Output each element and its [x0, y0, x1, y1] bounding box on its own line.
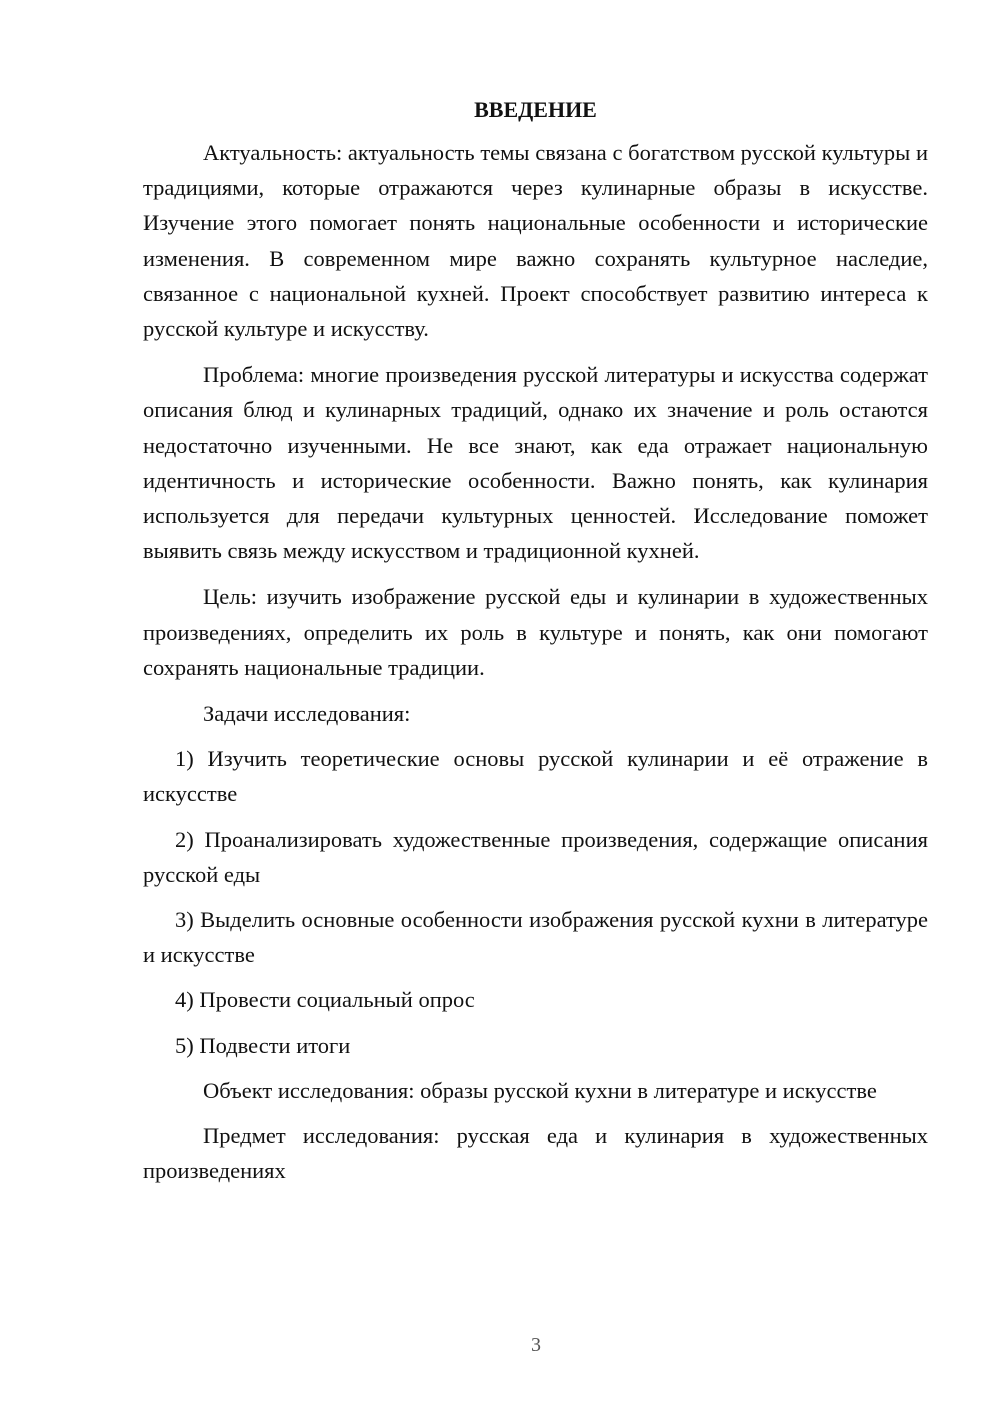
task-item-3: 3) Выделить основные особенности изображения русской кухни в литературе и искусстве [143, 907, 928, 968]
goal-paragraph: Цель: изучить изображение русской еды и кулинарии в художественных произведениях, определить их роль в культуре и понять, как они помогают сохранять национальные традиции. [143, 584, 928, 680]
problem-paragraph: Проблема: многие произведения русской литературы и искусства содержат описания блюд и кулинарных традиций, однако их значение и роль остаются недостаточно изученными. Не все знают, как еда отражает национальную идентичность и исторические особенности. Важно понять, как кулинария используется для передачи культурных ценностей. Исследование поможет выявить связь между искусством и традиционной кухней. [143, 362, 928, 564]
relevance-paragraph: Актуальность: актуальность темы связана с богатством русской культуры и традициями, которые отражаются через кулинарные образы в искусстве. Изучение этого помогает понять национальные особенности и исторические изменения. В современном мире важно сохранять культурное наследие, связанное с национальной кухней. Проект способствует развитию интереса к русской культуре и искусству. [143, 140, 928, 342]
document-page [143, 95, 928, 1188]
task-item-4: 4) Провести социальный опрос [175, 987, 475, 1013]
page-title: ВВЕДЕНИЕ [474, 97, 597, 122]
task-item-2: 2) Проанализировать художественные произведения, содержащие описания русской еды [143, 826, 928, 887]
task-item-5: 5) Подвести итоги [175, 1032, 351, 1058]
tasks-heading: Задачи исследования: [203, 701, 411, 727]
subject-paragraph: Предмет исследования: русская еда и кулинария в художественных произведениях [143, 1123, 928, 1184]
tasks-list [143, 741, 928, 1063]
object-paragraph: Объект исследования: образы русской кухни в литературе и искусстве [203, 1077, 877, 1103]
task-item-1: 1) Изучить теоретические основы русской кулинарии и её отражение в искусстве [143, 746, 928, 807]
page-number: 3 [531, 1334, 541, 1356]
